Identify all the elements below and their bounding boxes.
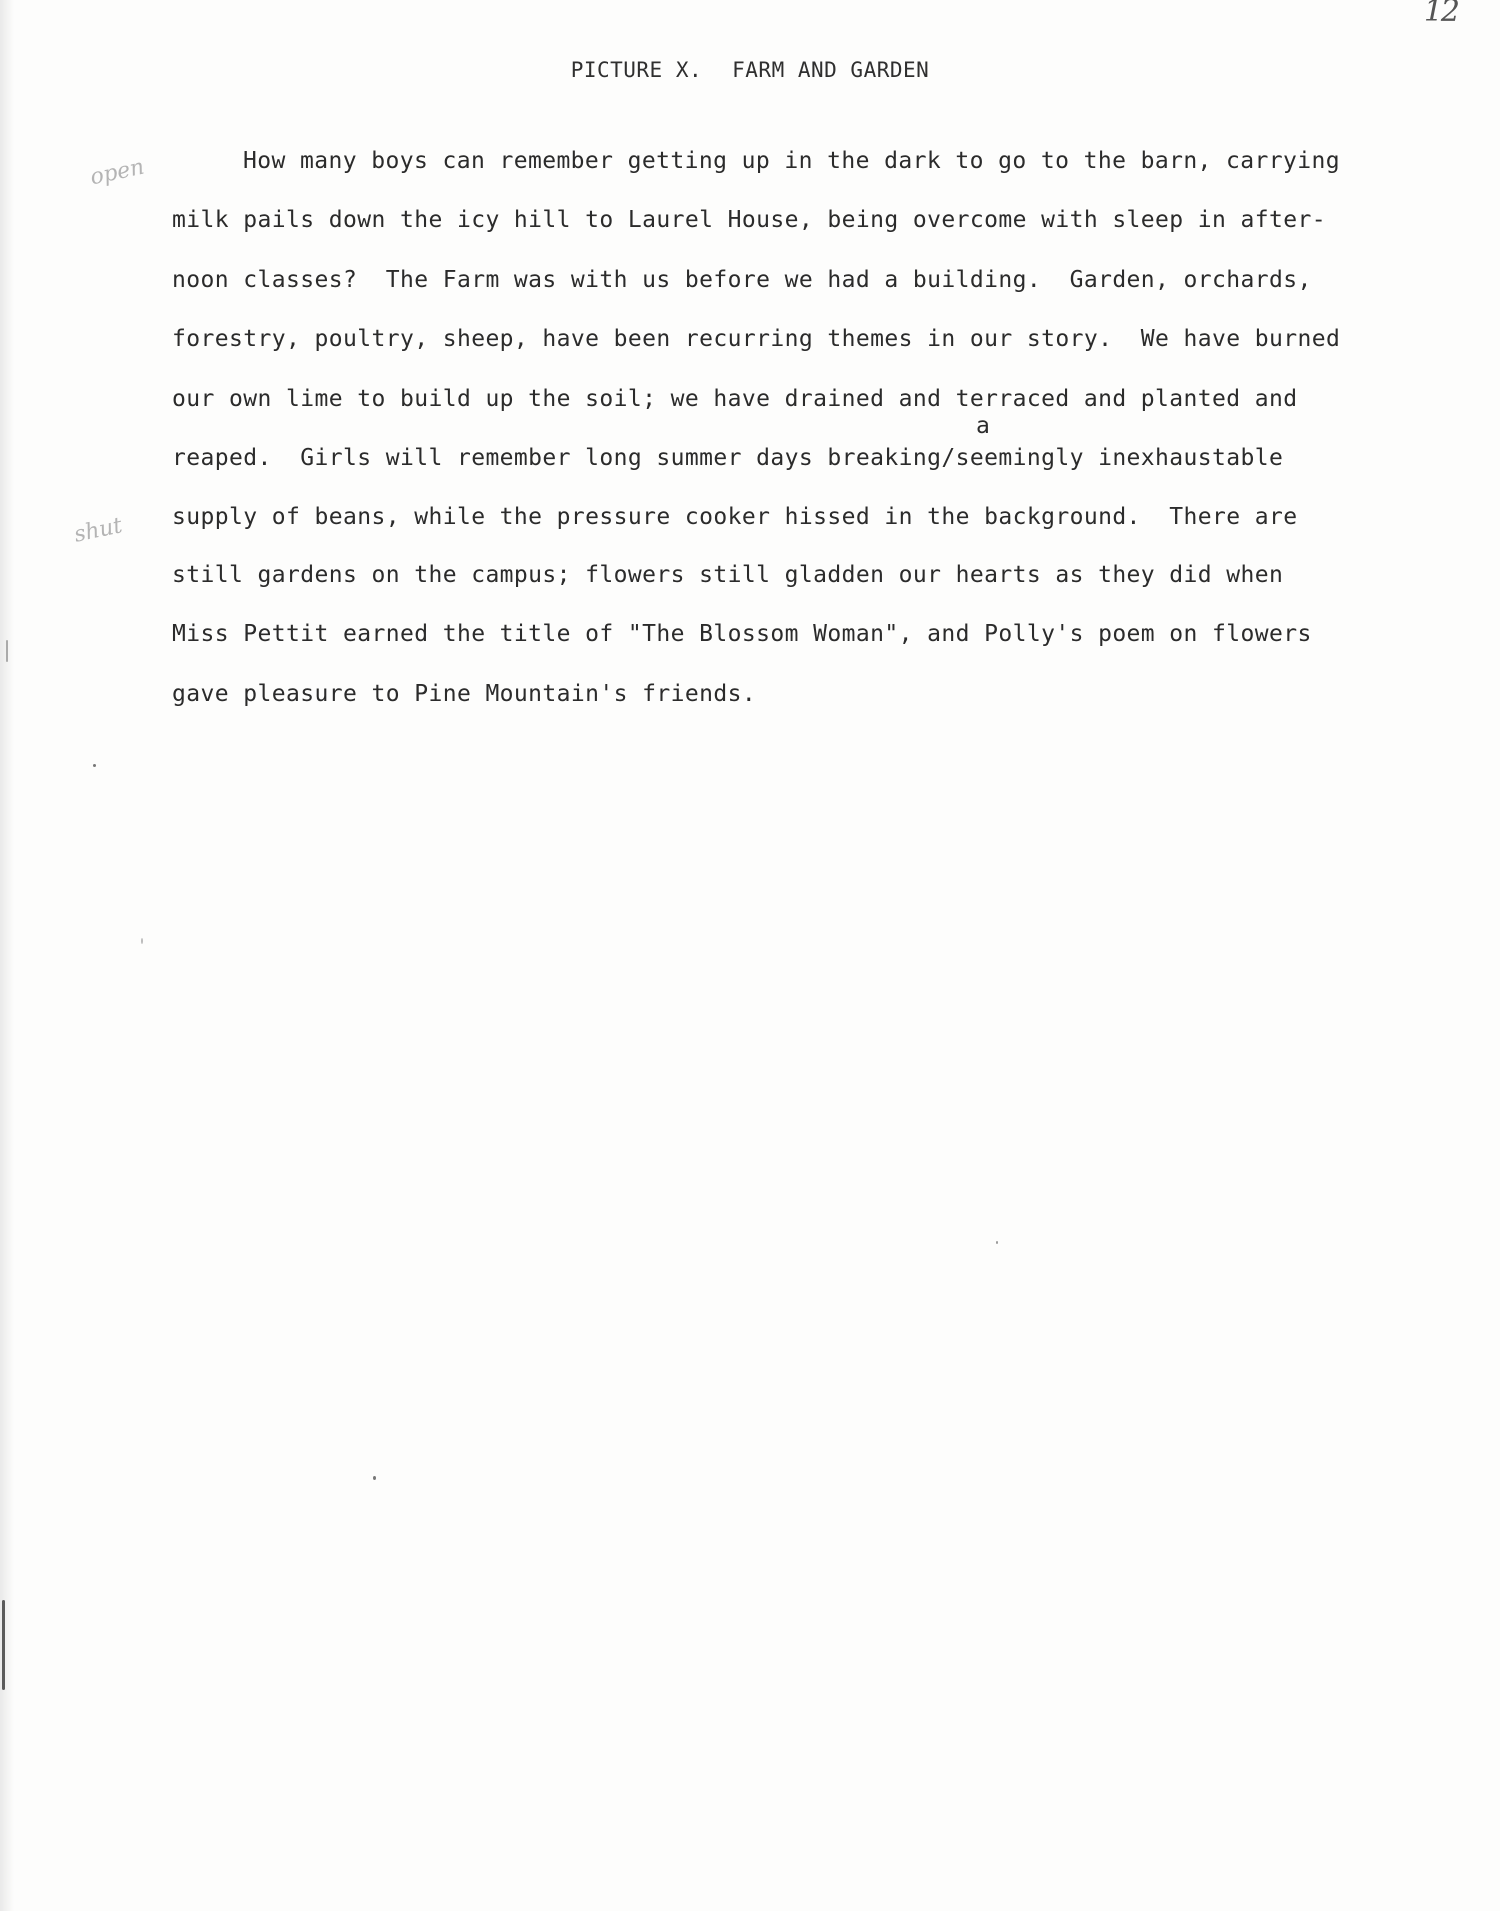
body-line-9: Miss Pettit earned the title of "The Blossom Woman", and Polly's poem on flowers (172, 621, 1312, 647)
title-part-1: PICTURE X. (570, 58, 703, 82)
body-line-1: How many boys can remember getting up in the dark to go to the barn, carrying (243, 148, 1341, 174)
edge-mark (2, 1600, 5, 1690)
paper-speck (141, 938, 143, 944)
insertion-mark: a (976, 413, 990, 439)
body-line-3: noon classes? The Farm was with us before we had a building. Garden, orchards, (172, 267, 1312, 293)
body-line-8: still gardens on the campus; flowers still gladden our hearts as they did when (172, 562, 1284, 588)
body-line-2: milk pails down the icy hill to Laurel House, being overcome with sleep in after- (172, 207, 1327, 233)
body-line-6: reaped. Girls will remember long summer days breaking/seemingly inexhaustable (172, 445, 1284, 471)
page-left-edge (0, 0, 14, 1911)
paper-speck (373, 1476, 376, 1480)
body-line-5: our own lime to build up the soil; we have drained and terraced and planted and (172, 386, 1298, 412)
margin-note-shut: shut (71, 513, 125, 548)
page-title (0, 58, 1500, 82)
title-part-2: FARM AND GARDEN (732, 58, 930, 82)
body-line-7: supply of beans, while the pressure cooker hissed in the background. There are (172, 504, 1298, 530)
margin-note-open: open (87, 154, 147, 191)
edge-mark (6, 640, 8, 662)
paper-speck (93, 764, 96, 767)
paper-speck (996, 1241, 998, 1244)
page-number: 12 (1423, 0, 1458, 29)
body-line-4: forestry, poultry, sheep, have been recurring themes in our story. We have burned (172, 326, 1341, 352)
body-line-10: gave pleasure to Pine Mountain's friends. (172, 681, 757, 707)
